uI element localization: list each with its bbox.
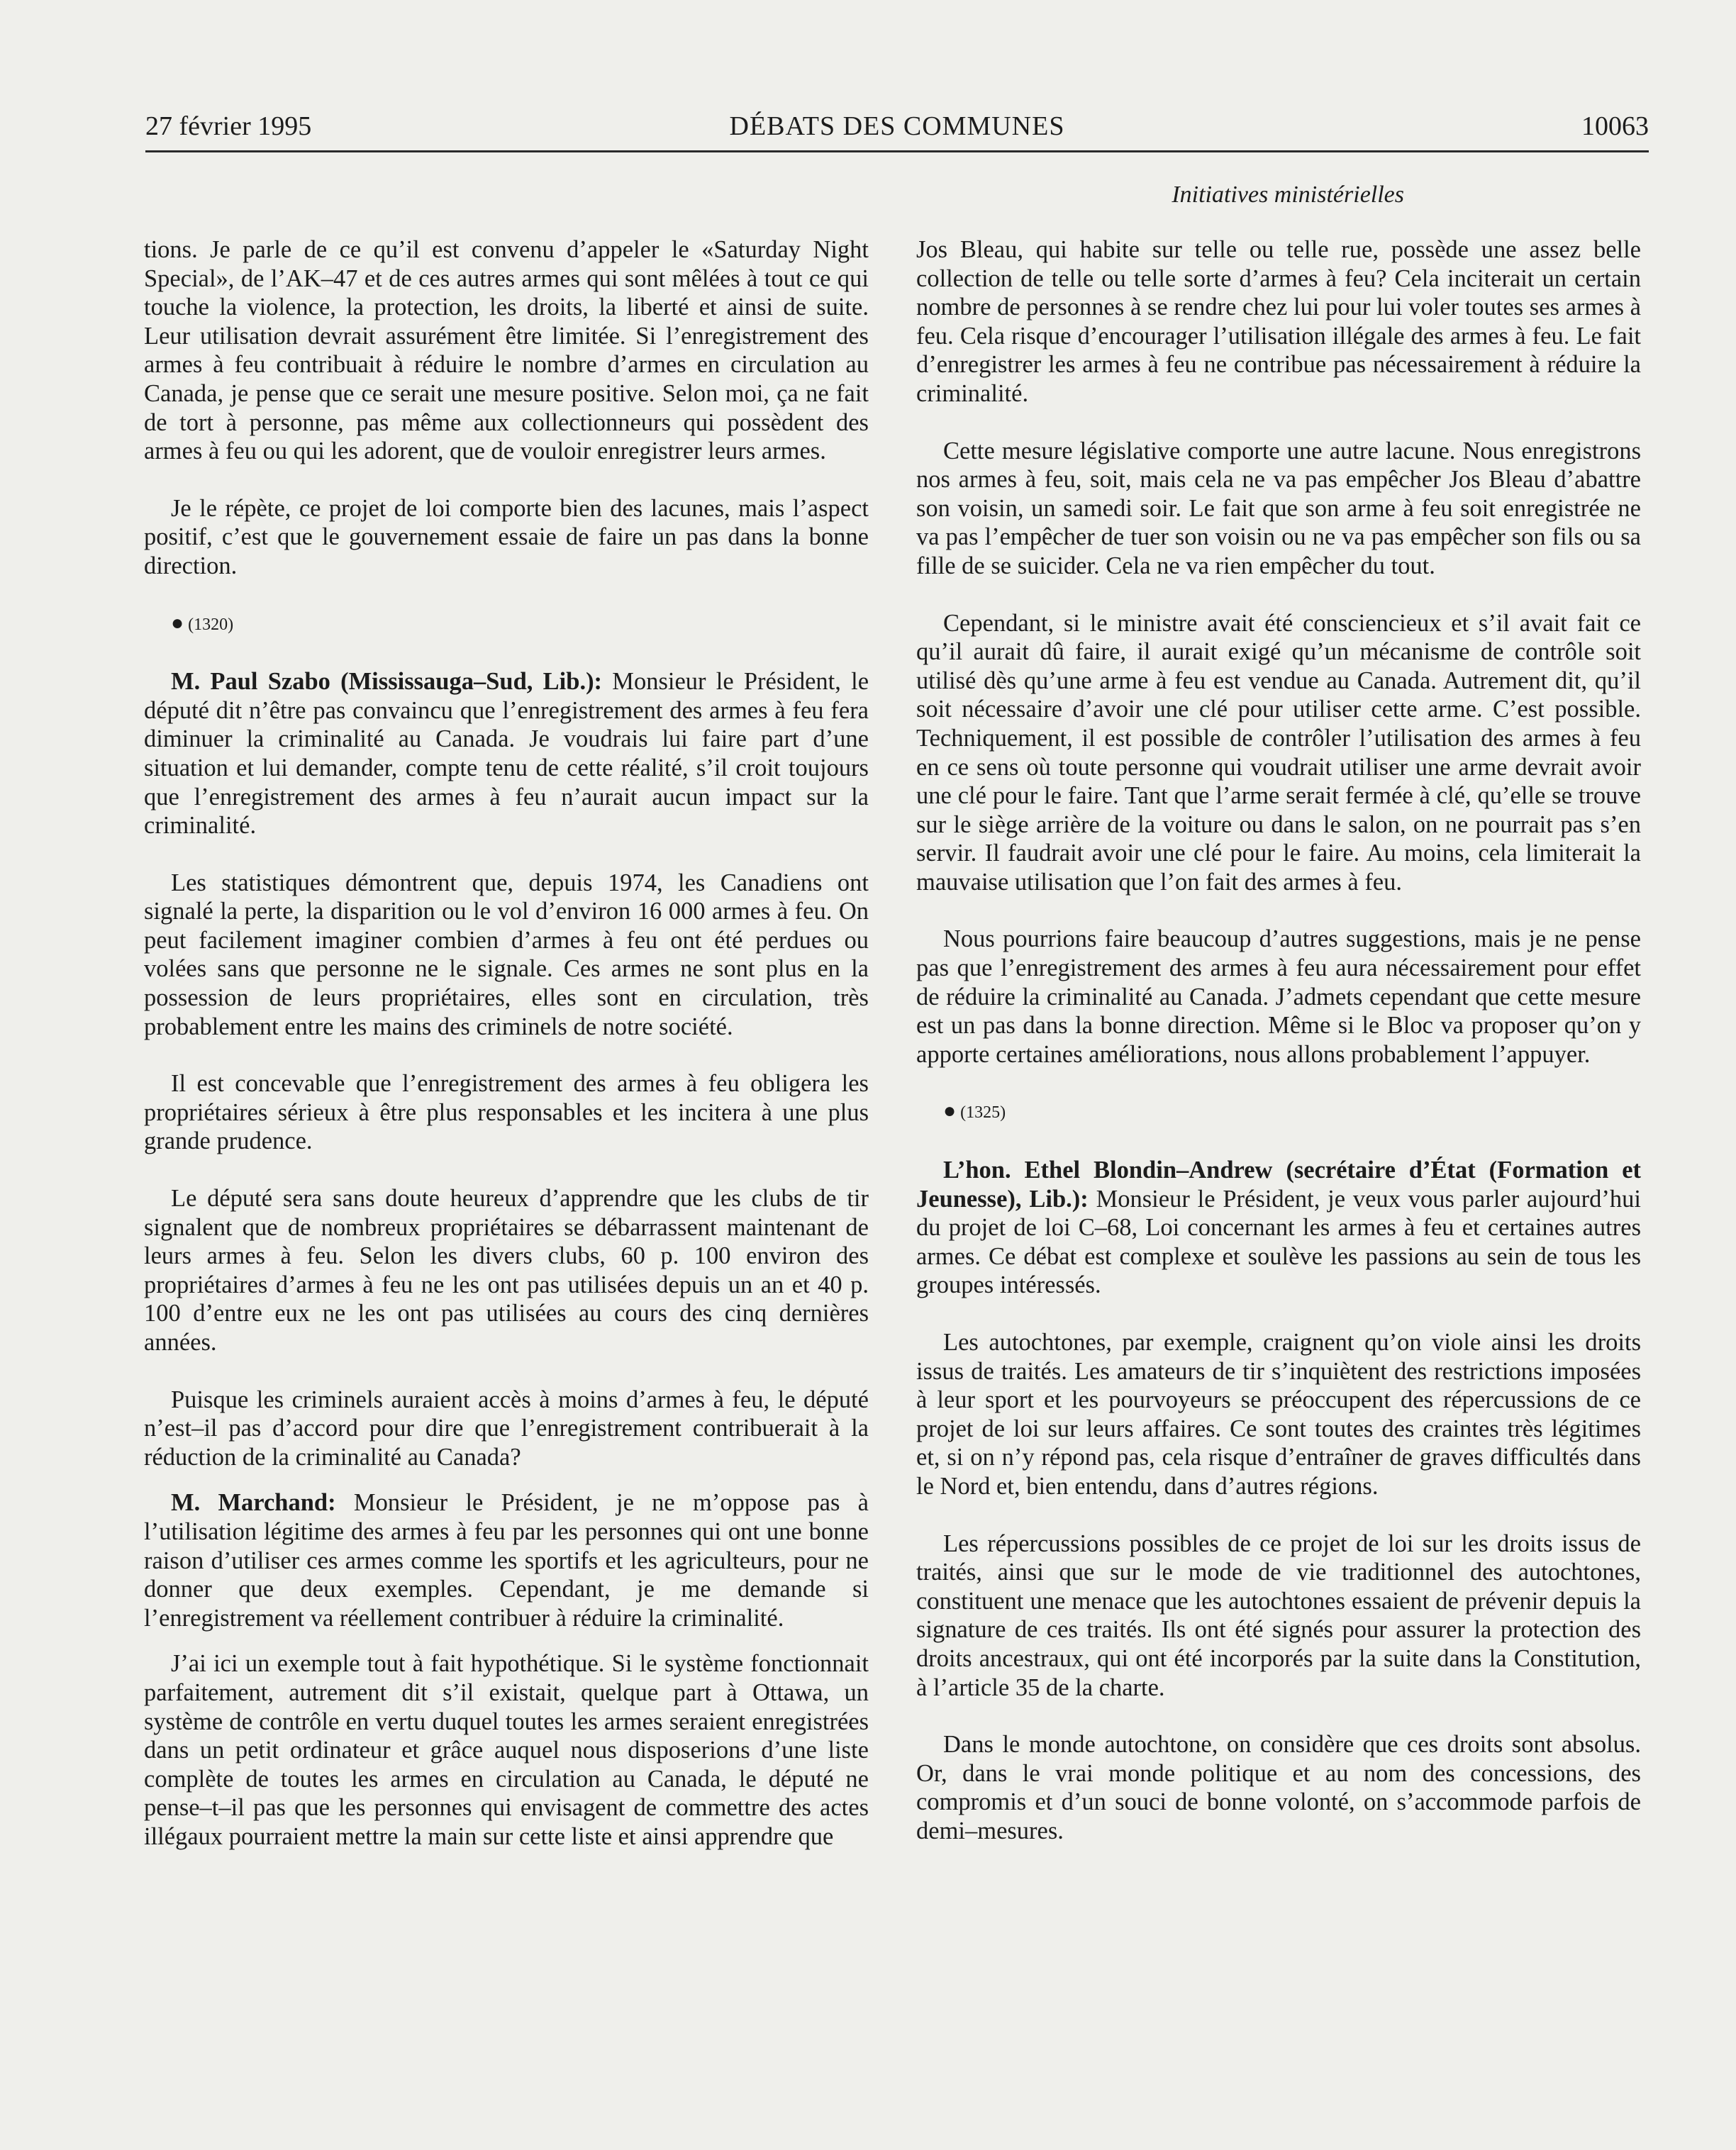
- header-title: DÉBATS DES COMMUNES: [729, 111, 1065, 141]
- right-column: [916, 235, 1641, 1874]
- paragraph: J’ai ici un exemple tout à fait hypothétique. Si le système fonctionnait parfaitement, autrement dit s’il existait, quelque part à Ottawa, un système de contrôle en vertu duquel toutes les armes seraient enregistrées dans un petit ordinateur et grâce auquel nous disposerions d’une liste complète de toutes les armes en circulation au Canada, le député ne pense–t–il pas que les personnes qui envisagent de commettre des actes illégaux pourraient mettre la main sur cette liste et ainsi apprendre que: [144, 1650, 869, 1850]
- speaker-name: M. Paul Szabo (Mississauga–Sud, Lib.):: [171, 668, 603, 696]
- speech-text: Monsieur le Président, je ne m’oppose pas à l’utilisation légitime des armes à feu par les personnes qui ont une bonne raison d’utiliser ces armes comme les sportifs et les agriculteurs, pour ne donner que deux exemples. Cependant, je me demande si l’enregistrement va réellement contribuer à réduire la criminalité.: [144, 1489, 869, 1632]
- bullet-icon: ●: [171, 611, 184, 635]
- left-column: [144, 235, 869, 1880]
- speech-paragraph: [916, 1156, 1641, 1300]
- speaker-name: L’hon. Ethel Blondin–Andrew (secrétaire d’État (Formation et Jeunesse), Lib.):: [916, 1157, 1641, 1213]
- paragraph: Le député sera sans doute heureux d’apprendre que les clubs de tir signalent que de nombreux propriétaires se débarrassent maintenant de leurs armes à feu. Selon les divers clubs, 60 p. 100 environ des propriétaires d’armes à feu ne les ont pas utilisées depuis un an et 40 p. 100 d’entre eux ne les ont pas utilisées au cours des cinq dernières années.: [144, 1185, 869, 1356]
- paragraph: Cette mesure législative comporte une autre lacune. Nous enregistrons nos armes à feu, soit, mais cela ne va pas empêcher Jos Bleau d’abattre son voisin, un samedi soir. Le fait que son arme à feu soit enregistrée ne va pas l’empêcher de tuer son voisin ou ne va pas empêcher son fils ou sa fille de se suicider. Cela ne va rien empêcher du tout.: [916, 437, 1641, 579]
- section-label: Initiatives ministérielles: [1172, 182, 1404, 208]
- page-header: [145, 108, 1649, 152]
- header-date: 27 février 1995: [145, 111, 312, 141]
- time-marker-text: (1320): [188, 615, 234, 634]
- speech-paragraph: [144, 1488, 869, 1632]
- header-page-number: 10063: [1581, 111, 1649, 141]
- bullet-icon: ●: [943, 1099, 957, 1123]
- paragraph: Dans le monde autochtone, on considère que ces droits sont absolus. Or, dans le vrai monde politique et au nom des concessions, des compromis et d’un souci de bonne volonté, on s’accommode parfois de demi–mesures.: [916, 1731, 1641, 1844]
- speech-text: Monsieur le Président, je veux vous parler aujourd’hui du projet de loi C–68, Loi concernant les armes à feu et certaines autres armes. Ce débat est complexe et soulève les passions au sein de tous les groupes intéressés.: [916, 1185, 1641, 1299]
- speech-text: Monsieur le Président, le député dit n’être pas convaincu que l’enregistrement des armes à feu fera diminuer la criminalité au Canada. Je voudrais lui faire part d’une situation et lui demander, compte tenu de cette réalité, s’il croit toujours que l’enregistrement des armes à feu n’aurait aucun impact sur la criminalité.: [144, 668, 869, 840]
- paragraph: Puisque les criminels auraient accès à moins d’armes à feu, le député n’est–il pas d’accord pour dire que l’enregistrement contribuerait à la réduction de la criminalité au Canada?: [144, 1386, 869, 1471]
- paragraph: Je le répète, ce projet de loi comporte bien des lacunes, mais l’aspect positif, c’est que le gouvernement essaie de faire un pas dans la bonne direction.: [144, 494, 869, 579]
- paragraph: Cependant, si le ministre avait été consciencieux et s’il avait fait ce qu’il aurait dû faire, il aurait exigé qu’un mécanisme de contrôle soit utilisé dès qu’une arme à feu est vendue au Canada. Autrement dit, qu’il soit nécessaire d’avoir une clé pour utiliser cette arme. C’est possible. Techniquement, il est possible de contrôler l’utilisation des armes à feu en ce sens où toute personne qui voudrait utiliser une arme devrait avoir une clé pour le faire. Tant que l’arme serait fermée à clé, qu’elle se trouve sur le siège arrière de la voiture ou dans le salon, on ne pourrait pas s’en servir. Il faudrait avoir une clé pour le faire. Au moins, cela limiterait la mauvaise utilisation que l’on fait des armes à feu.: [916, 609, 1641, 896]
- time-marker: [144, 609, 869, 640]
- paragraph: tions. Je parle de ce qu’il est convenu d’appeler le «Saturday Night Special», de l’AK–47 et de ces autres armes qui sont mêlées à tout ce qui touche la violence, la protection, les droits, la liberté et ainsi de suite. Leur utilisation devrait assurément être limitée. Si l’enregistrement des armes à feu contribuait à réduire le nombre d’armes en circulation au Canada, je pense que ce serait une mesure positive. Selon moi, ça ne fait de tort à personne, pas même aux collectionneurs qui possèdent des armes à feu ou qui les adorent, que de vouloir enregistrer leurs armes.: [144, 236, 869, 465]
- paragraph: Jos Bleau, qui habite sur telle ou telle rue, possède une assez belle collection de telle ou telle sorte d’armes à feu? Cela inciterait un certain nombre de personnes à se rendre chez lui pour lui voler toutes ses armes à feu. Cela risque d’encourager l’utilisation illégale des armes à feu. Le fait d’enregistrer les armes à feu ne contribue pas nécessairement à réduire la criminalité.: [916, 236, 1641, 407]
- paragraph: Les autochtones, par exemple, craignent qu’on viole ainsi les droits issus de traités. Les amateurs de tir s’inquiètent des restrictions imposées à leur sport et les pourvoyeurs se préoccupent des répercussions de ce projet de loi sur leurs affaires. Ce sont toutes des craintes très légitimes et, si on n’y répond pas, cela risque d’entraîner de graves difficultés dans le Nord et, bien entendu, dans d’autres régions.: [916, 1329, 1641, 1500]
- speaker-name: M. Marchand:: [171, 1489, 336, 1517]
- speech-paragraph: [144, 667, 869, 840]
- time-marker: [916, 1097, 1641, 1127]
- paragraph: Il est concevable que l’enregistrement des armes à feu obligera les propriétaires sérieux à être plus responsables et les incitera à une plus grande prudence.: [144, 1070, 869, 1155]
- time-marker-text: (1325): [960, 1103, 1006, 1123]
- paragraph: Nous pourrions faire beaucoup d’autres suggestions, mais je ne pense pas que l’enregistrement des armes à feu aura nécessairement pour effet de réduire la criminalité au Canada. J’admets cependant que cette mesure est un pas dans la bonne direction. Même si le Bloc va proposer qu’on y apporte certaines améliorations, nous allons probablement l’appuyer.: [916, 925, 1641, 1068]
- paragraph: Les statistiques démontrent que, depuis 1974, les Canadiens ont signalé la perte, la disparition ou le vol d’environ 16 000 armes à feu. On peut facilement imaginer combien d’armes à feu ont été perdues ou volées sans que personne ne le signale. Ces armes ne sont plus en la possession de leurs propriétaires, elles sont en circulation, très probablement entre les mains des criminels de notre société.: [144, 869, 869, 1040]
- paragraph: Les répercussions possibles de ce projet de loi sur les droits issus de traités, ainsi que sur le mode de vie traditionnel des autochtones, constituent une menace que les autochtones essaient de prévenir depuis la signature de ces traités. Ils ont été signés pour assurer la protection des droits ancestraux, qui ont été incorporés par la suite dans la Constitution, à l’article 35 de la charte.: [916, 1530, 1641, 1701]
